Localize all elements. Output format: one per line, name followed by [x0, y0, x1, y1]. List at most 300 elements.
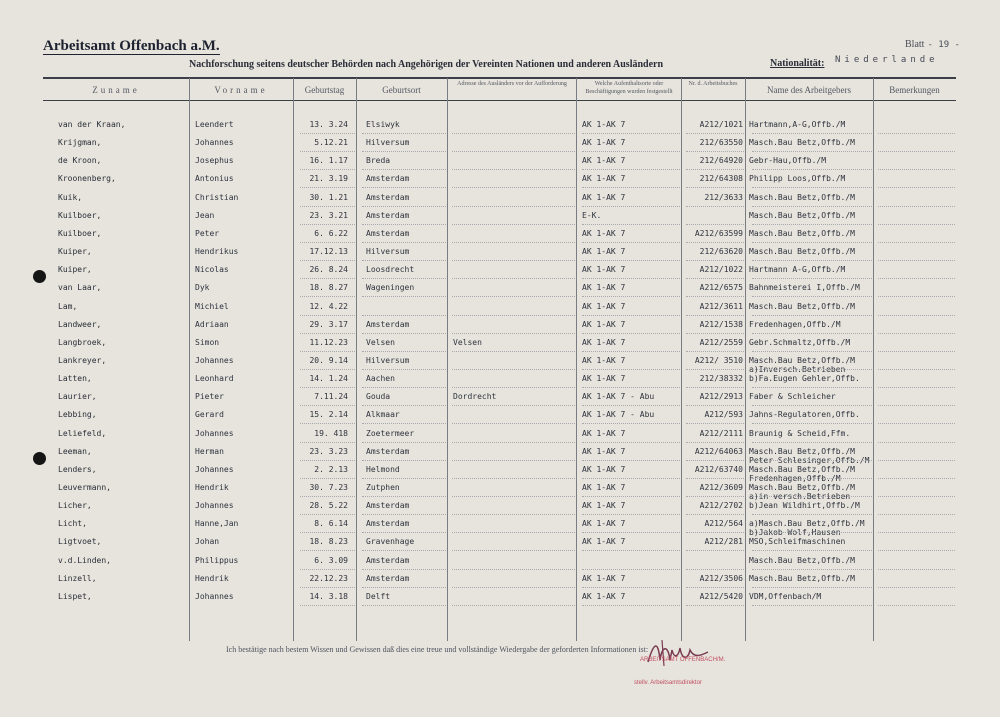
employer-cell: b)Jean Wildhirt,Offb./M — [749, 501, 860, 511]
employer-cell: Gebr.Schmaltz,Offb./M — [749, 337, 851, 347]
dotted-guide-line — [752, 496, 872, 497]
dotted-guide-line — [362, 587, 446, 588]
surname-cell: Leeman, — [58, 446, 92, 456]
first-name-cell: Philippus — [195, 555, 239, 565]
dotted-guide-line — [300, 187, 355, 188]
dotted-guide-line — [686, 605, 744, 606]
dotted-guide-line — [300, 351, 355, 352]
employer-cell: Masch.Bau Betz,Offb./M — [749, 247, 855, 257]
first-name-cell: Johannes — [195, 591, 234, 601]
dotted-guide-line — [752, 569, 872, 570]
dotted-guide-line — [452, 605, 575, 606]
dotted-guide-line — [752, 460, 872, 461]
stamp-signature-line: stellv. Arbeitsamtsdirektor — [634, 680, 702, 686]
dotted-guide-line — [300, 387, 355, 388]
birthplace-cell: Amsterdam — [366, 319, 410, 329]
dotted-guide-line — [686, 133, 744, 134]
dotted-guide-line — [686, 460, 744, 461]
birthday-cell: 22.12.23 — [309, 573, 348, 583]
employer-cell: b)Fa.Eugen Gehler,Offb. — [749, 374, 860, 384]
dotted-guide-line — [582, 550, 680, 551]
dotted-guide-line — [878, 296, 955, 297]
dotted-guide-line — [752, 278, 872, 279]
dotted-guide-line — [452, 133, 575, 134]
address-cell: Dordrecht — [453, 392, 497, 402]
column-header-book-no: Nr. d. Arbeitsbuches — [688, 81, 738, 87]
locations-cell: AK 1-AK 7 — [582, 174, 626, 184]
dotted-guide-line — [362, 296, 446, 297]
dotted-guide-line — [300, 278, 355, 279]
dotted-guide-line — [752, 478, 872, 479]
dotted-guide-line — [582, 278, 680, 279]
book-number-cell: 212/63620 — [699, 247, 743, 257]
employer-cell: Gebr-Hau,Offb./M — [749, 156, 827, 166]
dotted-guide-line — [452, 169, 575, 170]
first-name-cell: Hendrik — [195, 573, 229, 583]
dotted-guide-line — [686, 296, 744, 297]
birthday-cell: 29. 3.17 — [309, 319, 348, 329]
table-row — [0, 356, 1000, 372]
dotted-guide-line — [752, 605, 872, 606]
dotted-guide-line — [362, 387, 446, 388]
dotted-guide-line — [686, 278, 744, 279]
dotted-guide-line — [752, 151, 872, 152]
dotted-guide-line — [752, 133, 872, 134]
dotted-guide-line — [752, 242, 872, 243]
dotted-guide-line — [686, 187, 744, 188]
birthplace-cell: Elsiwyk — [366, 120, 400, 129]
table-row — [0, 229, 1000, 245]
dotted-guide-line — [686, 151, 744, 152]
dotted-guide-line — [582, 460, 680, 461]
employer-cell: Braunig & Scheid,Ffm. — [749, 428, 851, 438]
dotted-guide-line — [582, 423, 680, 424]
dotted-guide-line — [582, 442, 680, 443]
surname-cell: Linzell, — [58, 573, 97, 583]
table-row — [0, 374, 1000, 390]
locations-cell: AK 1-AK 7 — [582, 374, 626, 384]
dotted-guide-line — [300, 151, 355, 152]
birthplace-cell: Alkmaar — [366, 410, 400, 420]
birthday-cell: 15. 2.14 — [309, 410, 348, 420]
dotted-guide-line — [686, 260, 744, 261]
first-name-cell: Johannes — [195, 501, 234, 511]
locations-cell: E-K. — [582, 210, 602, 220]
book-number-cell: A212/64063 — [694, 446, 743, 456]
dotted-guide-line — [452, 224, 575, 225]
dotted-guide-line — [582, 605, 680, 606]
book-number-cell: A212/3611 — [699, 301, 743, 311]
dotted-guide-line — [686, 550, 744, 551]
first-name-cell: Adriaan — [195, 319, 229, 329]
employer-cell: a)Masch.Bau Betz,Offb./M — [749, 519, 865, 529]
dotted-guide-line — [452, 478, 575, 479]
employer-cell: Hartmann A-G,Offb./M — [749, 265, 846, 275]
dotted-guide-line — [878, 351, 955, 352]
book-number-cell: A212/ 3510 — [694, 355, 743, 365]
dotted-guide-line — [878, 133, 955, 134]
employer-cell: Masch.Bau Betz,Offb./M — [749, 573, 855, 583]
dotted-guide-line — [686, 496, 744, 497]
birthplace-cell: Amsterdam — [366, 501, 410, 511]
dotted-guide-line — [752, 405, 872, 406]
dotted-guide-line — [752, 423, 872, 424]
locations-cell: AK 1-AK 7 — [582, 428, 626, 438]
dotted-guide-line — [878, 387, 955, 388]
locations-cell: AK 1-AK 7 — [582, 247, 626, 257]
dotted-guide-line — [362, 333, 446, 334]
table-row — [0, 174, 1000, 190]
dotted-guide-line — [452, 569, 575, 570]
dotted-guide-line — [300, 423, 355, 424]
table-row — [0, 283, 1000, 299]
table-row — [0, 537, 1000, 553]
dotted-guide-line — [362, 405, 446, 406]
dotted-guide-line — [582, 532, 680, 533]
dotted-guide-line — [452, 550, 575, 551]
dotted-guide-line — [362, 351, 446, 352]
birthday-cell: 14. 1.24 — [309, 374, 348, 384]
book-number-cell: A212/3506 — [699, 573, 743, 583]
dotted-guide-line — [686, 514, 744, 515]
dotted-guide-line — [582, 369, 680, 370]
dotted-guide-line — [686, 315, 744, 316]
dotted-guide-line — [362, 224, 446, 225]
first-name-cell: Johannes — [195, 138, 234, 148]
employer-secondary-cell: Peter Schlesinger,Offb./M — [749, 455, 870, 465]
first-name-cell: Nicolas — [195, 265, 229, 275]
surname-cell: Latten, — [58, 374, 92, 384]
dotted-guide-line — [686, 587, 744, 588]
dotted-guide-line — [452, 278, 575, 279]
column-header-employer: Name des Arbeitgebers — [767, 85, 851, 95]
dotted-guide-line — [582, 187, 680, 188]
employer-secondary-cell: a)in versch.Betrieben — [749, 492, 851, 501]
dotted-guide-line — [878, 587, 955, 588]
dotted-guide-line — [878, 478, 955, 479]
locations-cell: AK 1-AK 7 — [582, 120, 626, 129]
birthplace-cell: Gravenhage — [366, 537, 415, 547]
dotted-guide-line — [452, 260, 575, 261]
birthplace-cell: Hilversum — [366, 355, 410, 365]
table-row — [0, 247, 1000, 263]
dotted-guide-line — [300, 496, 355, 497]
locations-cell: AK 1-AK 7 — [582, 301, 626, 311]
employer-cell: Fredenhagen,Offb./M — [749, 319, 841, 329]
first-name-cell: Josephus — [195, 156, 234, 166]
birthday-cell: 6. 6.22 — [314, 228, 348, 238]
dotted-guide-line — [878, 315, 955, 316]
dotted-guide-line — [452, 514, 575, 515]
dotted-guide-line — [582, 496, 680, 497]
birthday-cell: 13. 3.24 — [309, 120, 348, 129]
birthplace-cell: Amsterdam — [366, 210, 410, 220]
first-name-cell: Christian — [195, 192, 239, 202]
first-name-cell: Johan — [195, 537, 220, 547]
table-row — [0, 193, 1000, 209]
table-row — [0, 483, 1000, 499]
office-title: Arbeitsamt Offenbach a.M. — [43, 38, 220, 54]
dotted-guide-line — [686, 351, 744, 352]
surname-cell: de Kroon, — [58, 156, 102, 166]
column-header-surname: Zuname — [92, 85, 140, 95]
dotted-guide-line — [686, 423, 744, 424]
locations-cell: AK 1-AK 7 — [582, 537, 626, 547]
sheet-label: Blatt — [905, 39, 925, 50]
dotted-guide-line — [752, 260, 872, 261]
dotted-guide-line — [300, 550, 355, 551]
dotted-guide-line — [452, 351, 575, 352]
surname-cell: Laurier, — [58, 392, 97, 402]
dotted-guide-line — [878, 532, 955, 533]
dotted-guide-line — [452, 405, 575, 406]
first-name-cell: Antonius — [195, 174, 234, 184]
dotted-guide-line — [582, 133, 680, 134]
birthday-cell: 5.12.21 — [314, 138, 348, 148]
birthplace-cell: Amsterdam — [366, 519, 410, 529]
table-row — [0, 592, 1000, 608]
header-rule-bottom — [43, 100, 956, 101]
birthday-cell: 18. 8.23 — [309, 537, 348, 547]
surname-cell: van Laar, — [58, 283, 102, 293]
locations-cell: AK 1-AK 7 — [582, 519, 626, 529]
first-name-cell: Jean — [195, 210, 215, 220]
employer-cell: MSO,Schleifmaschinen — [749, 537, 846, 547]
dotted-guide-line — [582, 206, 680, 207]
birthday-cell: 21. 3.19 — [309, 174, 348, 184]
dotted-guide-line — [362, 187, 446, 188]
birthplace-cell: Velsen — [366, 337, 395, 347]
dotted-guide-line — [452, 460, 575, 461]
dotted-guide-line — [752, 442, 872, 443]
surname-cell: Kroonenberg, — [58, 174, 116, 184]
dotted-guide-line — [752, 587, 872, 588]
book-number-cell: A212/6575 — [699, 283, 743, 293]
dotted-guide-line — [582, 333, 680, 334]
dotted-guide-line — [452, 333, 575, 334]
dotted-guide-line — [752, 369, 872, 370]
first-name-cell: Simon — [195, 337, 220, 347]
dotted-guide-line — [300, 405, 355, 406]
dotted-guide-line — [582, 351, 680, 352]
birthplace-cell: Loosdrecht — [366, 265, 415, 275]
book-number-cell: A212/63599 — [694, 228, 743, 238]
birthday-cell: 7.11.24 — [314, 392, 348, 402]
dotted-guide-line — [362, 278, 446, 279]
book-number-cell: A212/5420 — [699, 591, 743, 601]
dotted-guide-line — [582, 260, 680, 261]
dotted-guide-line — [362, 169, 446, 170]
dotted-guide-line — [686, 405, 744, 406]
book-number-cell: A212/63740 — [694, 464, 743, 474]
employer-cell: Masch.Bau Betz,Offb./M — [749, 355, 855, 365]
header-rule-top — [43, 77, 956, 79]
employer-cell: Philipp Loos,Offb./M — [749, 174, 846, 184]
dotted-guide-line — [452, 387, 575, 388]
employer-cell: Masch.Bau Betz,Offb./M — [749, 210, 855, 220]
surname-cell: Krijgman, — [58, 138, 102, 148]
birthday-cell: 8. 6.14 — [314, 519, 348, 529]
employer-cell: VDM,Offenbach/M — [749, 591, 822, 601]
dotted-guide-line — [362, 478, 446, 479]
book-number-cell: A212/281 — [704, 537, 743, 547]
book-number-cell: A212/2702 — [699, 501, 743, 511]
dotted-guide-line — [362, 496, 446, 497]
table-row — [0, 120, 1000, 136]
surname-cell: Lebbing, — [58, 410, 97, 420]
surname-cell: Kuilboer, — [58, 210, 102, 220]
employer-cell: Jahns-Regulatoren,Offb. — [749, 410, 860, 420]
first-name-cell: Gerard — [195, 410, 224, 420]
dotted-guide-line — [582, 169, 680, 170]
surname-cell: Langbroek, — [58, 337, 107, 347]
book-number-cell: 212/38332 — [699, 374, 743, 384]
surname-cell: Leuvermann, — [58, 483, 111, 492]
dotted-guide-line — [582, 151, 680, 152]
dotted-guide-line — [582, 569, 680, 570]
dotted-guide-line — [300, 569, 355, 570]
surname-cell: Landweer, — [58, 319, 102, 329]
dotted-guide-line — [300, 369, 355, 370]
nationality-value: Niederlande — [835, 55, 939, 65]
locations-cell: AK 1-AK 7 — [582, 337, 626, 347]
locations-cell: AK 1-AK 7 — [582, 192, 626, 202]
table-row — [0, 410, 1000, 426]
dotted-guide-line — [878, 460, 955, 461]
table-row — [0, 211, 1000, 227]
dotted-guide-line — [362, 514, 446, 515]
surname-cell: Kuilboer, — [58, 228, 102, 238]
birthday-cell: 30. 7.23 — [309, 483, 348, 492]
table-row — [0, 447, 1000, 463]
dotted-guide-line — [686, 442, 744, 443]
dotted-guide-line — [362, 442, 446, 443]
locations-cell: AK 1-AK 7 — [582, 501, 626, 511]
employer-secondary-cell: b)Jakob Wolf,Hausen — [749, 528, 841, 538]
locations-cell: AK 1-AK 7 — [582, 464, 626, 474]
dotted-guide-line — [582, 587, 680, 588]
employer-secondary-cell: a)Inversch.Betrieben — [749, 364, 846, 374]
locations-cell: AK 1-AK 7 — [582, 591, 626, 601]
birthplace-cell: Amsterdam — [366, 573, 410, 583]
column-header-birthday: Geburtstag — [304, 85, 345, 95]
dotted-guide-line — [300, 224, 355, 225]
book-number-cell: 212/64308 — [699, 174, 743, 184]
first-name-cell: Johannes — [195, 464, 234, 474]
locations-cell: AK 1-AK 7 — [582, 573, 626, 583]
table-row — [0, 574, 1000, 590]
locations-cell: AK 1-AK 7 — [582, 319, 626, 329]
dotted-guide-line — [300, 315, 355, 316]
dotted-guide-line — [582, 387, 680, 388]
dotted-guide-line — [362, 423, 446, 424]
birthplace-cell: Amsterdam — [366, 228, 410, 238]
dotted-guide-line — [362, 550, 446, 551]
employer-cell: Masch.Bau Betz,Offb./M — [749, 446, 855, 456]
dotted-guide-line — [752, 187, 872, 188]
birthday-cell: 2. 2.13 — [314, 464, 348, 474]
dotted-guide-line — [362, 315, 446, 316]
address-cell: Velsen — [453, 337, 482, 347]
table-row — [0, 338, 1000, 354]
dotted-guide-line — [686, 387, 744, 388]
column-header-locations: Welche Aufenthaltsorte oder Beschäftigungen wurden festgestellt — [585, 81, 673, 95]
dotted-guide-line — [300, 206, 355, 207]
dotted-guide-line — [452, 442, 575, 443]
employer-cell: Hartmann,A-G,Offb./M — [749, 120, 846, 129]
birthplace-cell: Amsterdam — [366, 192, 410, 202]
dotted-guide-line — [878, 605, 955, 606]
locations-cell: AK 1-AK 7 — [582, 446, 626, 456]
dotted-guide-line — [878, 260, 955, 261]
employer-cell: Masch.Bau Betz,Offb./M — [749, 301, 855, 311]
dotted-guide-line — [300, 333, 355, 334]
birthday-cell: 17.12.13 — [309, 247, 348, 257]
locations-cell: AK 1-AK 7 — [582, 228, 626, 238]
birthday-cell: 26. 8.24 — [309, 265, 348, 275]
dotted-guide-line — [452, 206, 575, 207]
dotted-guide-line — [582, 296, 680, 297]
dotted-guide-line — [878, 550, 955, 551]
first-name-cell: Herman — [195, 446, 224, 456]
dotted-guide-line — [362, 151, 446, 152]
first-name-cell: Dyk — [195, 283, 210, 293]
dotted-guide-line — [752, 296, 872, 297]
dotted-guide-line — [452, 496, 575, 497]
book-number-cell: A212/593 — [704, 410, 743, 420]
dotted-guide-line — [300, 442, 355, 443]
dotted-guide-line — [300, 532, 355, 533]
dotted-guide-line — [362, 369, 446, 370]
dotted-guide-line — [452, 151, 575, 152]
dotted-guide-line — [686, 478, 744, 479]
certification-text: Ich bestätige nach bestem Wissen und Gewissen daß dies eine treue und vollständige Wiedergabe der geforderten Informationen ist: — [226, 645, 649, 654]
birthplace-cell: Hilversum — [366, 247, 410, 257]
dotted-guide-line — [686, 532, 744, 533]
signature-icon — [644, 636, 714, 672]
book-number-cell: A212/2559 — [699, 337, 743, 347]
table-row — [0, 501, 1000, 517]
surname-cell: v.d.Linden, — [58, 555, 111, 565]
table-row — [0, 392, 1000, 408]
dotted-guide-line — [752, 206, 872, 207]
table-row — [0, 556, 1000, 572]
book-number-cell: A212/2913 — [699, 392, 743, 402]
dotted-guide-line — [686, 369, 744, 370]
birthday-cell: 11.12.23 — [309, 337, 348, 347]
dotted-guide-line — [582, 315, 680, 316]
dotted-guide-line — [878, 569, 955, 570]
book-number-cell: A212/3609 — [699, 483, 743, 492]
dotted-guide-line — [878, 242, 955, 243]
dotted-guide-line — [452, 242, 575, 243]
locations-cell: AK 1-AK 7 - Abu — [582, 392, 655, 402]
book-number-cell: 212/63550 — [699, 138, 743, 148]
dotted-guide-line — [362, 605, 446, 606]
dotted-guide-line — [452, 296, 575, 297]
dotted-guide-line — [452, 369, 575, 370]
dotted-guide-line — [362, 242, 446, 243]
dotted-guide-line — [582, 514, 680, 515]
table-row — [0, 156, 1000, 172]
first-name-cell: Leendert — [195, 120, 234, 129]
dotted-guide-line — [878, 442, 955, 443]
sheet-number-value: - 19 - — [927, 40, 960, 50]
birthplace-cell: Amsterdam — [366, 174, 410, 184]
dotted-guide-line — [878, 151, 955, 152]
birthday-cell: 18. 8.27 — [309, 283, 348, 293]
book-number-cell: A212/2111 — [699, 428, 743, 438]
